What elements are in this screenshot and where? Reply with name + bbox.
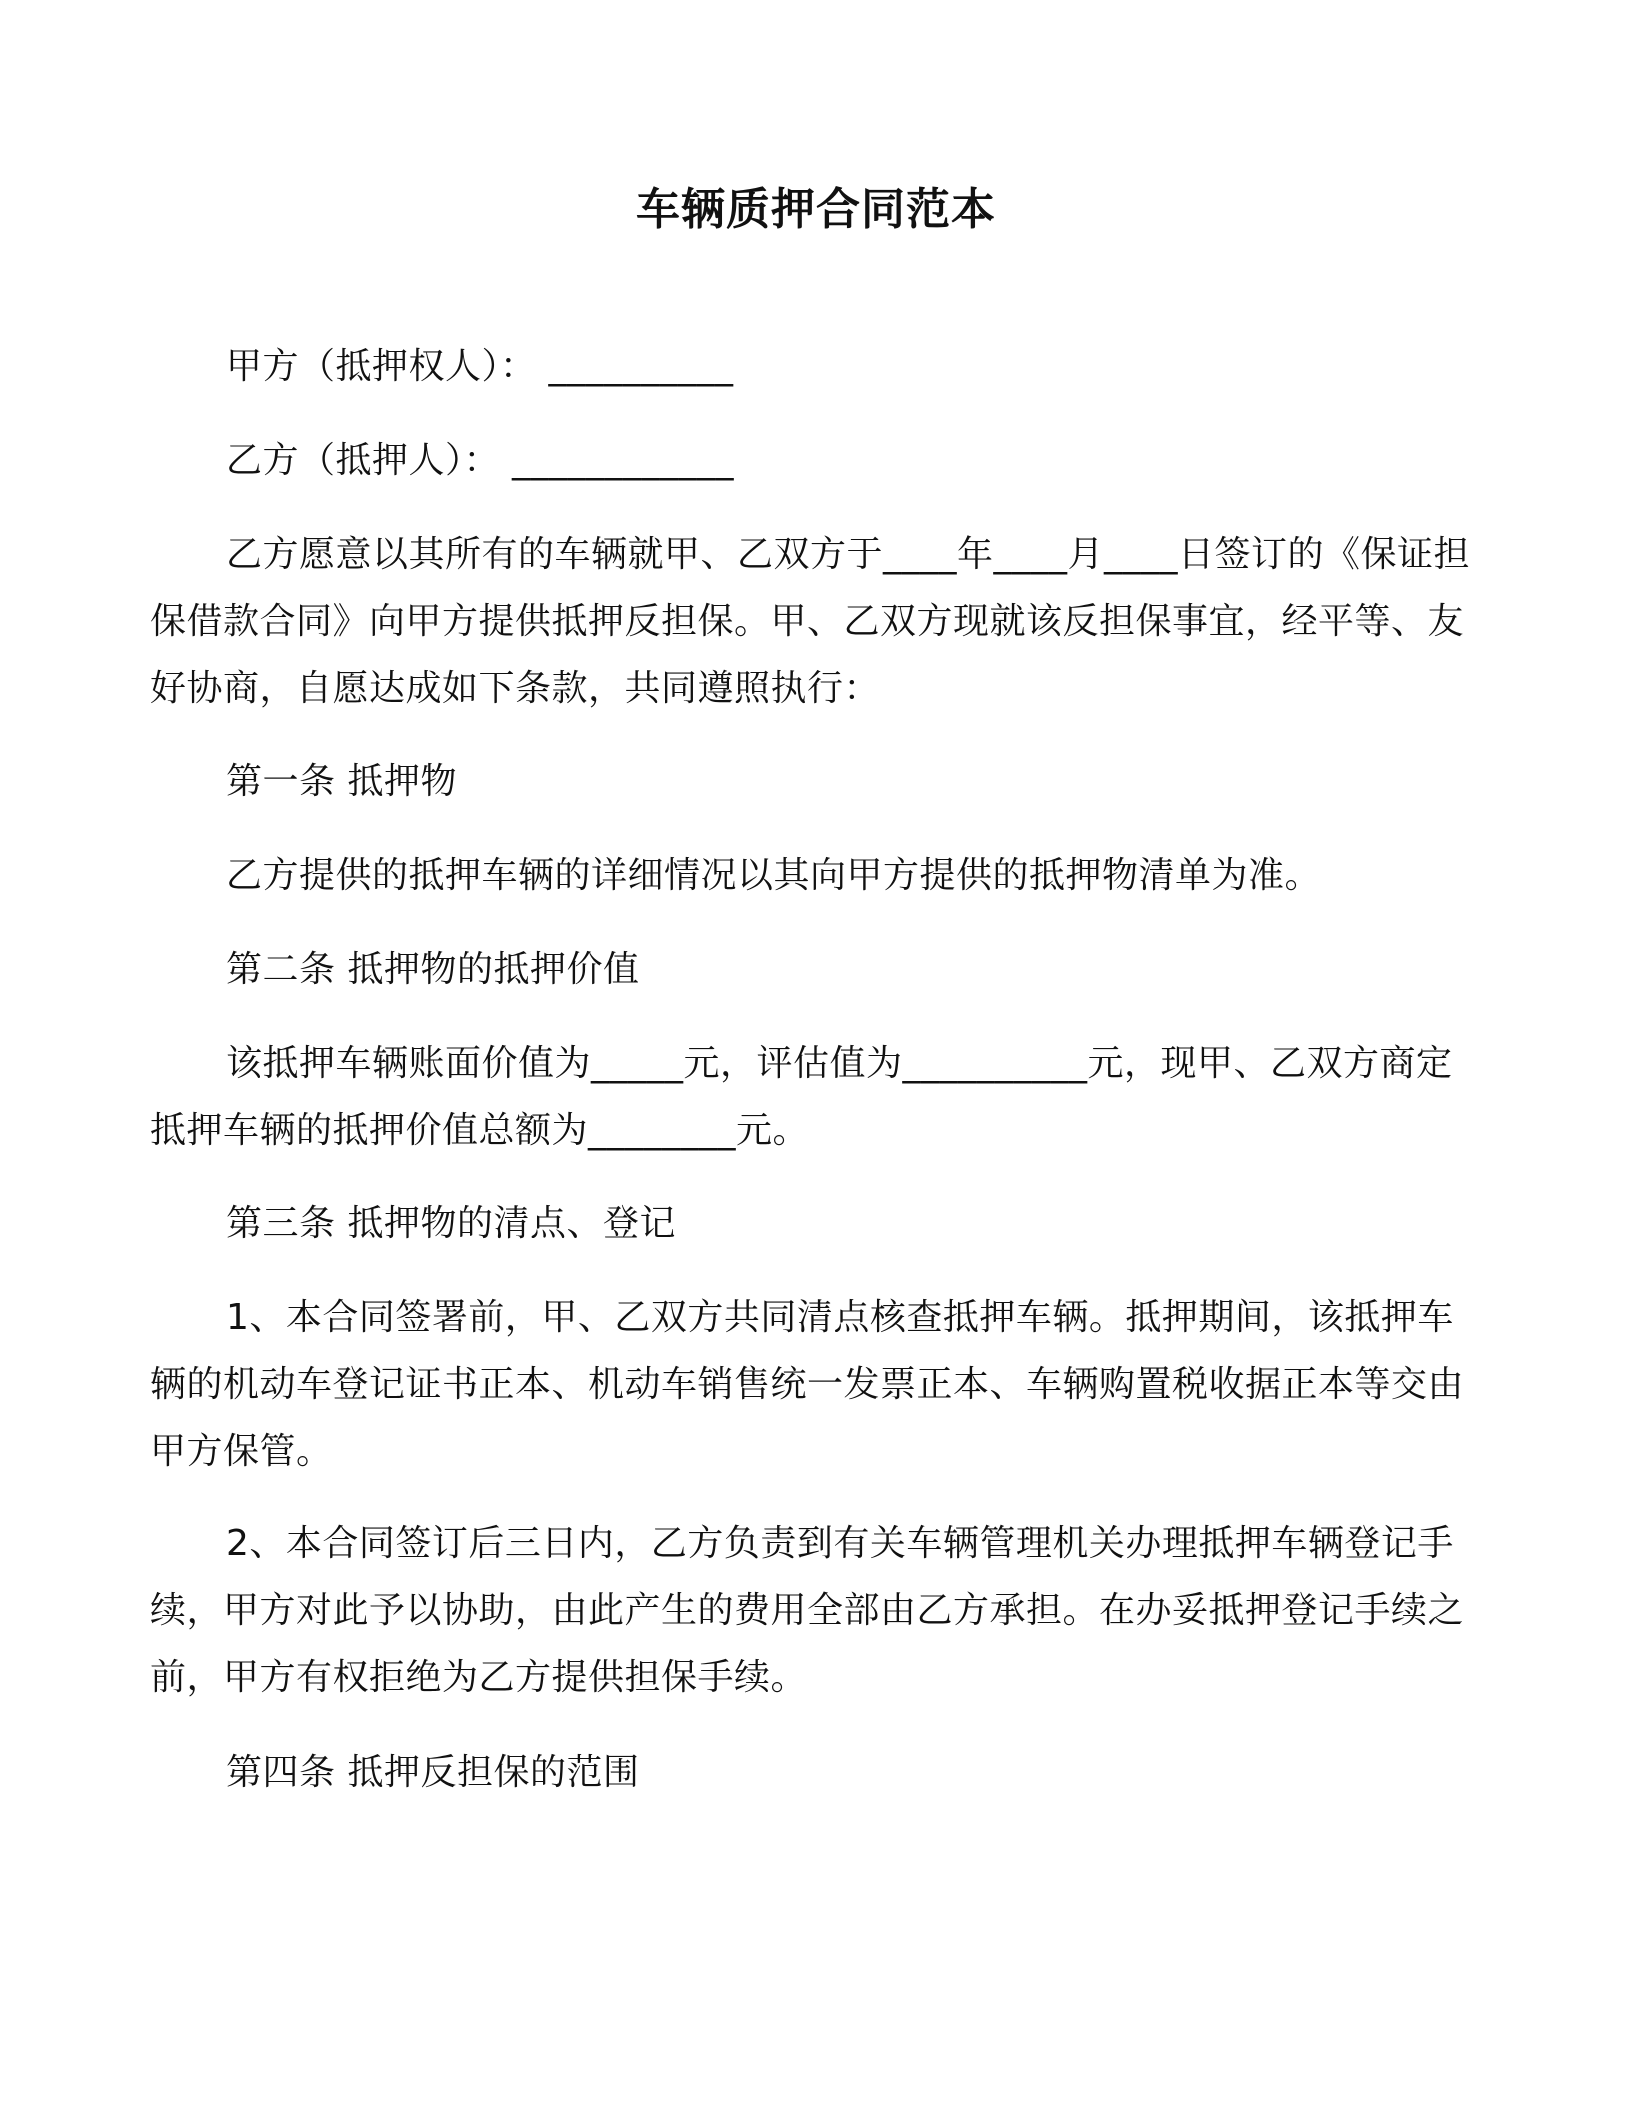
article-3-heading: 第三条 抵押物的清点、登记: [226, 1203, 676, 1244]
article-2-text: 该抵押车辆账面价值为_____元，评估值为__________元，现甲、乙双方商定抵押车辆的抵押价值总额为________元。: [150, 1043, 1453, 1151]
document-title: 车辆质押合同范本: [636, 184, 996, 235]
party-a-line: 甲方（抵押权人）： __________: [226, 346, 734, 387]
article-1-heading: 第一条 抵押物: [226, 761, 457, 802]
intro-paragraph: 乙方愿意以其所有的车辆就甲、乙双方于____年____月____日签订的《保证担保借款合同》向甲方提供抵押反担保。甲、乙双方现就该反担保事宜，经平等、友好协商，自愿达成如下条款，共同遵照执行：: [150, 534, 1471, 709]
article-2-heading: 第二条 抵押物的抵押价值: [226, 949, 640, 990]
article-3-item-1: 1、本合同签署前，甲、乙双方共同清点核查抵押车辆。抵押期间，该抵押车辆的机动车登记证书正本、机动车销售统一发票正本、车辆购置税收据正本等交由甲方保管。: [150, 1297, 1465, 1472]
article-4-heading: 第四条 抵押反担保的范围: [226, 1752, 640, 1793]
party-b-line: 乙方（抵押人）： ____________: [226, 440, 734, 481]
article-3-item-2: 2、本合同签订后三日内，乙方负责到有关车辆管理机关办理抵押车辆登记手续，甲方对此予以协助，由此产生的费用全部由乙方承担。在办妥抵押登记手续之前，甲方有权拒绝为乙方提供担保手续。: [150, 1523, 1465, 1698]
article-1-text: 乙方提供的抵押车辆的详细情况以其向甲方提供的抵押物清单为准。: [226, 855, 1322, 896]
